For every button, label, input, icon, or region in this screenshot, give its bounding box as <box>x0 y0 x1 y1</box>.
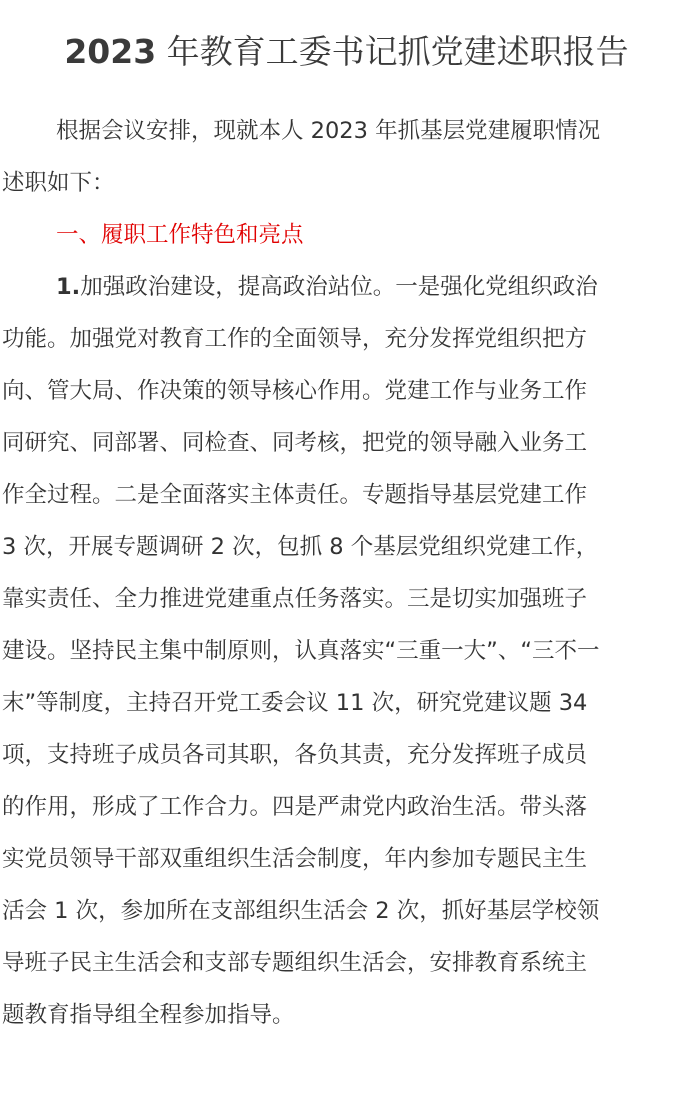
paragraph-line: 项，支持班子成员各司其职，各负其责，充分发挥班子成员 <box>2 742 588 768</box>
paragraph-line: 功能。加强党对教育工作的全面领导，充分发挥党组织把方 <box>2 326 588 352</box>
paragraph-line: 建设。坚持民主集中制原则，认真落实“三重一大”、“三不一 <box>2 638 600 664</box>
paragraph-line: 3 次，开展专题调研 2 次，包抓 8 个基层党组织党建工作， <box>2 534 599 560</box>
paragraph-line: 向、管大局、作决策的领导核心作用。党建工作与业务工作 <box>2 378 588 404</box>
paragraph-line: 实党员领导干部双重组织生活会制度，年内参加专题民主生 <box>2 846 588 872</box>
paragraph-line: 作全过程。二是全面落实主体责任。专题指导基层党建工作 <box>2 482 588 508</box>
paragraph-line: 活会 1 次，参加所在支部组织生活会 2 次，抓好基层学校领 <box>2 898 600 924</box>
paragraph-line: 的作用，形成了工作合力。四是严肃党内政治生活。带头落 <box>2 794 588 820</box>
intro-line: 述职如下： <box>2 170 115 196</box>
paragraph-line: 末”等制度，主持召开党工委会议 11 次，研究党建议题 34 <box>2 690 588 716</box>
intro-line: 根据会议安排，现就本人 2023 年抓基层党建履职情况 <box>56 118 601 144</box>
item-number: 1. <box>56 274 81 300</box>
paragraph-line: 同研究、同部署、同检查、同考核，把党的领导融入业务工 <box>2 430 588 456</box>
paragraph-line: 靠实责任、全力推进党建重点任务落实。三是切实加强班子 <box>2 586 588 612</box>
section-heading: 一、履职工作特色和亮点 <box>56 222 304 248</box>
title-year: 2023 <box>64 32 157 71</box>
item-first-line <box>56 272 598 302</box>
title-text: 年教育工委书记抓党建述职报告 <box>156 32 629 71</box>
paragraph-line: 导班子民主生活会和支部专题组织生活会，安排教育系统主 <box>2 950 588 976</box>
paragraph-line: 加强政治建设，提高政治站位。一是强化党组织政治 <box>80 274 598 300</box>
paragraph-line: 题教育指导组全程参加指导。 <box>2 1002 295 1028</box>
document-title <box>0 30 693 74</box>
